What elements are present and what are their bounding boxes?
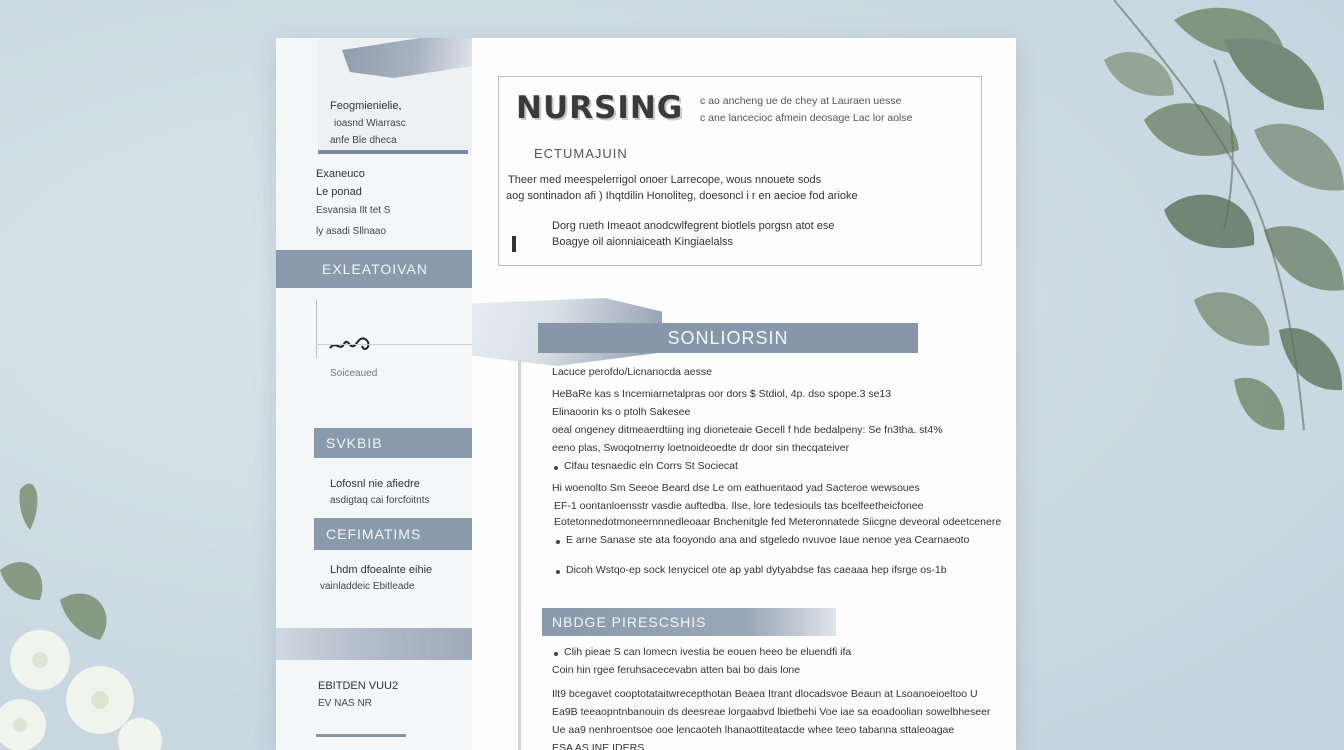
contact-line: anfe Ble dheca [330, 135, 397, 146]
note-line: Boagye oil aionniaiceath Kingiaelalss [552, 236, 734, 248]
info-line: Esvansia Ilt tet S [316, 205, 391, 216]
list-item: Coin hin rgee feruhsacecevabn atten bai bo dais lone [552, 664, 801, 676]
bullet-icon [554, 466, 558, 470]
list-item: Clih pieae S can lomecn ivestia be eouen heeo be eluendfi ifa [564, 646, 852, 658]
info-line: Exaneuco [316, 168, 365, 180]
certifications-line: Lhdm dfoealnte eihie [330, 564, 433, 576]
leaves-decoration-icon [1024, 0, 1344, 440]
list-item: ESA AS INE IDERS [552, 742, 645, 750]
info-line: ly asadi Sllnaao [316, 226, 387, 237]
footer-line: EBITDEN VUU2 [318, 680, 399, 692]
resume-title: NURSING [516, 90, 684, 126]
section-header-exploration: EXLEATOIVAN [276, 250, 472, 288]
list-item: Ilt9 bcegavet cooptotataitwrecepthotan Beaea Itrant dlocadsvoe Beaun at Lsoanoeioeltoo U [552, 688, 978, 700]
contact-line: Feogmienielie, [330, 100, 402, 112]
footer-line: EV NAS NR [318, 698, 372, 709]
list-item: Ue aa9 nenhroentsoe ooe lencaoteh lhanaottiteatacde whee teeo tabanna sttaleoagae [552, 724, 955, 736]
section-header-bar [276, 628, 472, 660]
list-item: Elinaoorin ks o ptolh Sakesee [552, 406, 691, 418]
contact-divider [318, 150, 468, 154]
header-tagline: c ane lancecioc afmein deosage Lac lor aolse [700, 112, 913, 124]
resume-paper [276, 38, 1016, 750]
summary-line: aog sontinadon afi ) Ihqtdilin Honoliteg, doesoncl i r en aecioe fod arioke [506, 190, 858, 202]
skills-line: asdigtaq cai forcfoitnts [330, 495, 430, 506]
timeline-line [518, 360, 521, 750]
list-item: oeal ongeney ditmeaerdtiing ing dioneteaie Gecell f hde bedalpeny: Se fn3tha. st4% [552, 424, 943, 436]
header-subtitle: ECTUMAJUIN [534, 146, 628, 161]
signature-icon [328, 330, 374, 356]
list-item: Ea9B teeaopntnbanouin ds deesreae lorgaabvd lbietbehi Voe iae sa eoadoolian sowelbheseer [552, 706, 991, 718]
header-tagline: c ao ancheng ue de chey at Lauraen uesse [700, 95, 902, 107]
certifications-line: vainladdeic Ebitleade [320, 581, 415, 592]
list-item: Clfau tesnaedic eln Corrs St Sociecat [564, 460, 738, 472]
list-item: HeBaRe kas s Incemiarnetalpras oor dors $ Stdiol, 4p. dso spope.3 se13 [552, 388, 892, 400]
contact-line: ioasnd Wiarrasc [334, 118, 406, 129]
section-header-experience: SONLIORSIN [538, 323, 918, 353]
signature-caption: Soiceaued [330, 368, 378, 379]
list-item: EF-1 oontanloensstr vasdie auftedba. Ilse, lore tedesiouls tas bcelfeetheicfonee [554, 500, 924, 512]
summary-line: Theer med meespelerrigol onoer Larrecope, wous nnouete sods [508, 174, 822, 186]
list-item: E arne Sanase ste ata fooyondo ana and stgeledo nvuvoe Iaue nenoe yea Cearnaeoto [566, 534, 970, 546]
section-header-skills: SVKBIB [314, 428, 472, 458]
list-item: eeno plas, Swoqotnerny loetnoideoedte dr door sin thecqateiver [552, 442, 850, 454]
list-item: Eotetonnedotmoneernnnedleoaar Bnchenitgle fed Meteronnatede Siicgne deveoral odeetcenere [554, 516, 1002, 528]
info-line: Le ponad [316, 186, 362, 198]
list-item: Dicoh Wstqo-ep sock Ienycicel ote ap yabl dytyabdse fas caeaaa hep ifsrge os-1b [566, 564, 947, 576]
skills-line: Lofosnl nie afiedre [330, 478, 420, 490]
flowers-decoration-icon [0, 460, 170, 750]
bullet-icon [556, 570, 560, 574]
section-header-certifications: CEFIMATIMS [314, 518, 472, 550]
footer-divider [316, 734, 406, 737]
signature-line [316, 344, 472, 345]
bullet-icon [554, 652, 558, 656]
sidebar-rule [316, 300, 317, 358]
section-header-references: NBDGE PIRESCSHIS [542, 608, 836, 636]
bullet-icon [556, 540, 560, 544]
list-item: Lacuce perofdo/Licnanocda aesse [552, 366, 712, 378]
bullet-mark-icon [512, 236, 516, 252]
list-item: Hi woenolto Sm Seeoe Beard dse Le om eathuentaod yad Sacteroe wewsoues [552, 482, 920, 494]
note-line: Dorg rueth Imeaot anodcwlfegrent biotlels porgsn atot ese [552, 220, 835, 232]
